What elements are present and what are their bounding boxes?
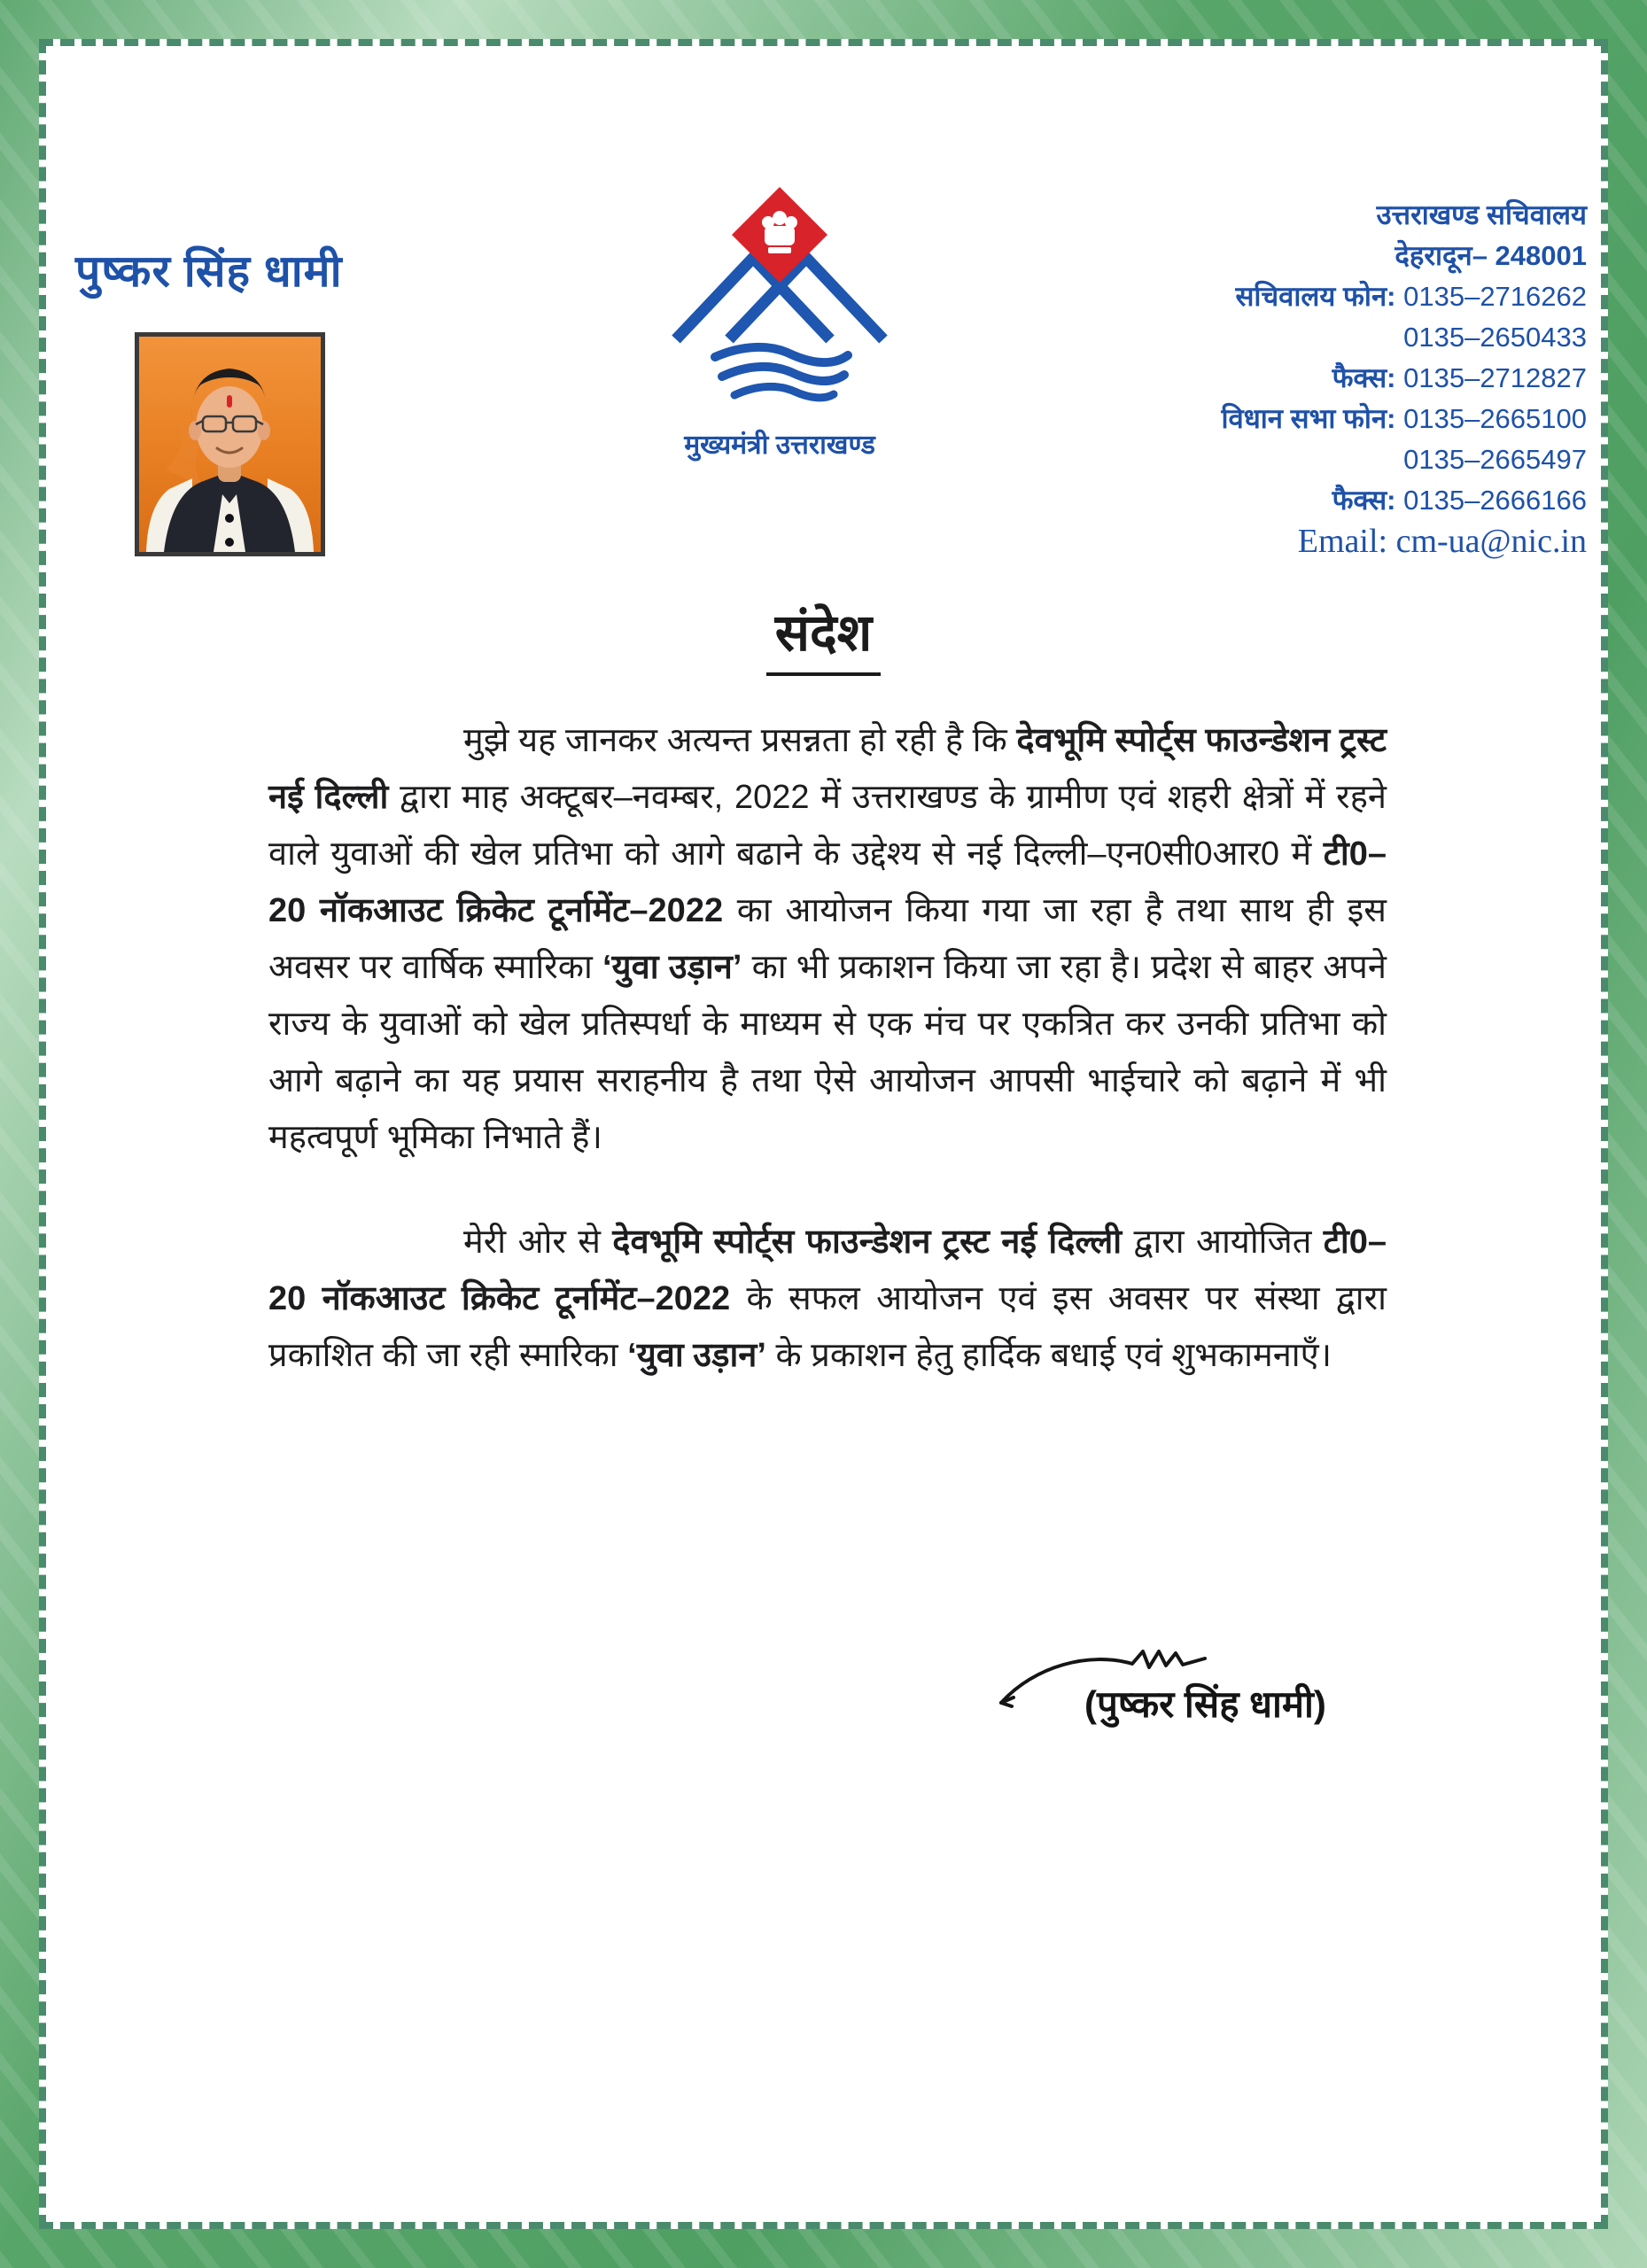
- body-text-segment: के प्रकाशन हेतु हार्दिक बधाई एवं शुभकामनाएँ।: [765, 1337, 1332, 1374]
- contact-label: विधान सभा फोन:: [1221, 403, 1396, 434]
- portrait-illustration: [139, 337, 321, 552]
- signature-block: [950, 1632, 1446, 1791]
- contact-block: [1221, 195, 1587, 562]
- body-text-segment: टी0–20 नॉकआउट क्रिकेट टूर्नामेंट–2022: [268, 1223, 1387, 1317]
- body-text-segment: देवभूमि स्पोर्ट्स फाउन्डेशन ट्रस्ट नई दिल्ली: [268, 722, 1387, 816]
- contact-line: [1221, 358, 1587, 399]
- contact-value: 0135–2712827: [1403, 362, 1587, 393]
- body-text-segment: का भी प्रकाशन किया जा रहा है। प्रदेश से बाहर अपने राज्य के युवाओं को खेल प्रतिस्पर्धा के माध्यम से एक मंच पर एकत्रित कर उनकी प्रतिभा को आगे बढ़ाने का यह प्रयास सराहनीय है तथा ऐसे आयोजन आपसी भाईचारे को बढ़ाने में भी महत्वपूर्ण भूमिका निभाते हैं।: [268, 949, 1387, 1156]
- letter-body: [268, 712, 1387, 1384]
- body-text-segment: मुझे यह जानकर अत्यन्त प्रसन्नता हो रही है कि: [463, 722, 1017, 759]
- contact-email-line: [1221, 521, 1587, 562]
- contact-line: [1221, 439, 1587, 480]
- body-text-segment: के सफल आयोजन एवं इस अवसर पर संस्था द्वारा प्रकाशित की जा रही स्मारिका: [268, 1280, 1387, 1374]
- cm-portrait-photo: [135, 332, 325, 556]
- contact-value: 0135–2650433: [1403, 322, 1587, 353]
- body-text-segment: मेरी ओर से: [463, 1223, 613, 1261]
- body-text-segment: टी0–20 नॉकआउट क्रिकेट टूर्नामेंट–2022: [268, 835, 1387, 929]
- body-text-segment: का आयोजन किया गया जा रहा है तथा साथ ही इस अवसर पर वार्षिक स्मारिका: [268, 892, 1387, 986]
- contact-value: 0135–2665497: [1403, 444, 1587, 475]
- body-text-segment: द्वारा आयोजित: [1122, 1223, 1324, 1261]
- body-text-segment: ‘युवा उड़ान’: [627, 1337, 766, 1374]
- contact-line: [1221, 399, 1587, 439]
- paragraph-2: [268, 1214, 1387, 1384]
- contact-line: [1221, 317, 1587, 358]
- contact-label: फैक्स:: [1332, 362, 1396, 393]
- uttarakhand-emblem-icon: [669, 177, 890, 408]
- contact-line: [1221, 276, 1587, 317]
- message-title-wrap: [46, 595, 1601, 676]
- contact-value: देहरादून– 248001: [1395, 240, 1587, 271]
- contact-value: उत्तराखण्ड सचिवालय: [1376, 199, 1587, 230]
- body-text-segment: देवभूमि स्पोर्ट्स फाउन्डेशन ट्रस्ट नई दिल्ली: [612, 1223, 1123, 1261]
- contact-line: [1221, 480, 1587, 521]
- contact-line: [1221, 236, 1587, 276]
- contact-email-value: cm-ua@nic.in: [1395, 523, 1587, 560]
- body-text-segment: ‘युवा उड़ान’: [602, 949, 742, 986]
- body-text-segment: द्वारा माह अक्टूबर–नवम्बर, 2022 में उत्तराखण्ड के ग्रामीण एवं शहरी क्षेत्रों में रहने वाले युवाओं की खेल प्रतिभा को आगे बढाने के उद्देश्य से नई दिल्ली–एन0सी0आर0 में: [268, 779, 1387, 873]
- letter-sheet: [39, 39, 1608, 2229]
- contact-value: 0135–2666166: [1403, 485, 1587, 516]
- logo-caption: मुख्यमंत्री उत्तराखण्ड: [684, 431, 875, 460]
- contact-line: [1221, 195, 1587, 236]
- contact-label: फैक्स:: [1332, 485, 1396, 516]
- contact-value: 0135–2665100: [1403, 403, 1587, 434]
- cm-name-title: पुष्कर सिंह धामी: [75, 246, 343, 296]
- contact-label: Email:: [1297, 523, 1388, 560]
- message-title: संदेश: [766, 595, 881, 676]
- paragraph-1: [268, 712, 1387, 1166]
- contact-label: सचिवालय फोन:: [1235, 281, 1396, 312]
- contact-value: 0135–2716262: [1403, 281, 1587, 312]
- signatory-name: (पुष्कर सिंह धामी): [1084, 1683, 1326, 1725]
